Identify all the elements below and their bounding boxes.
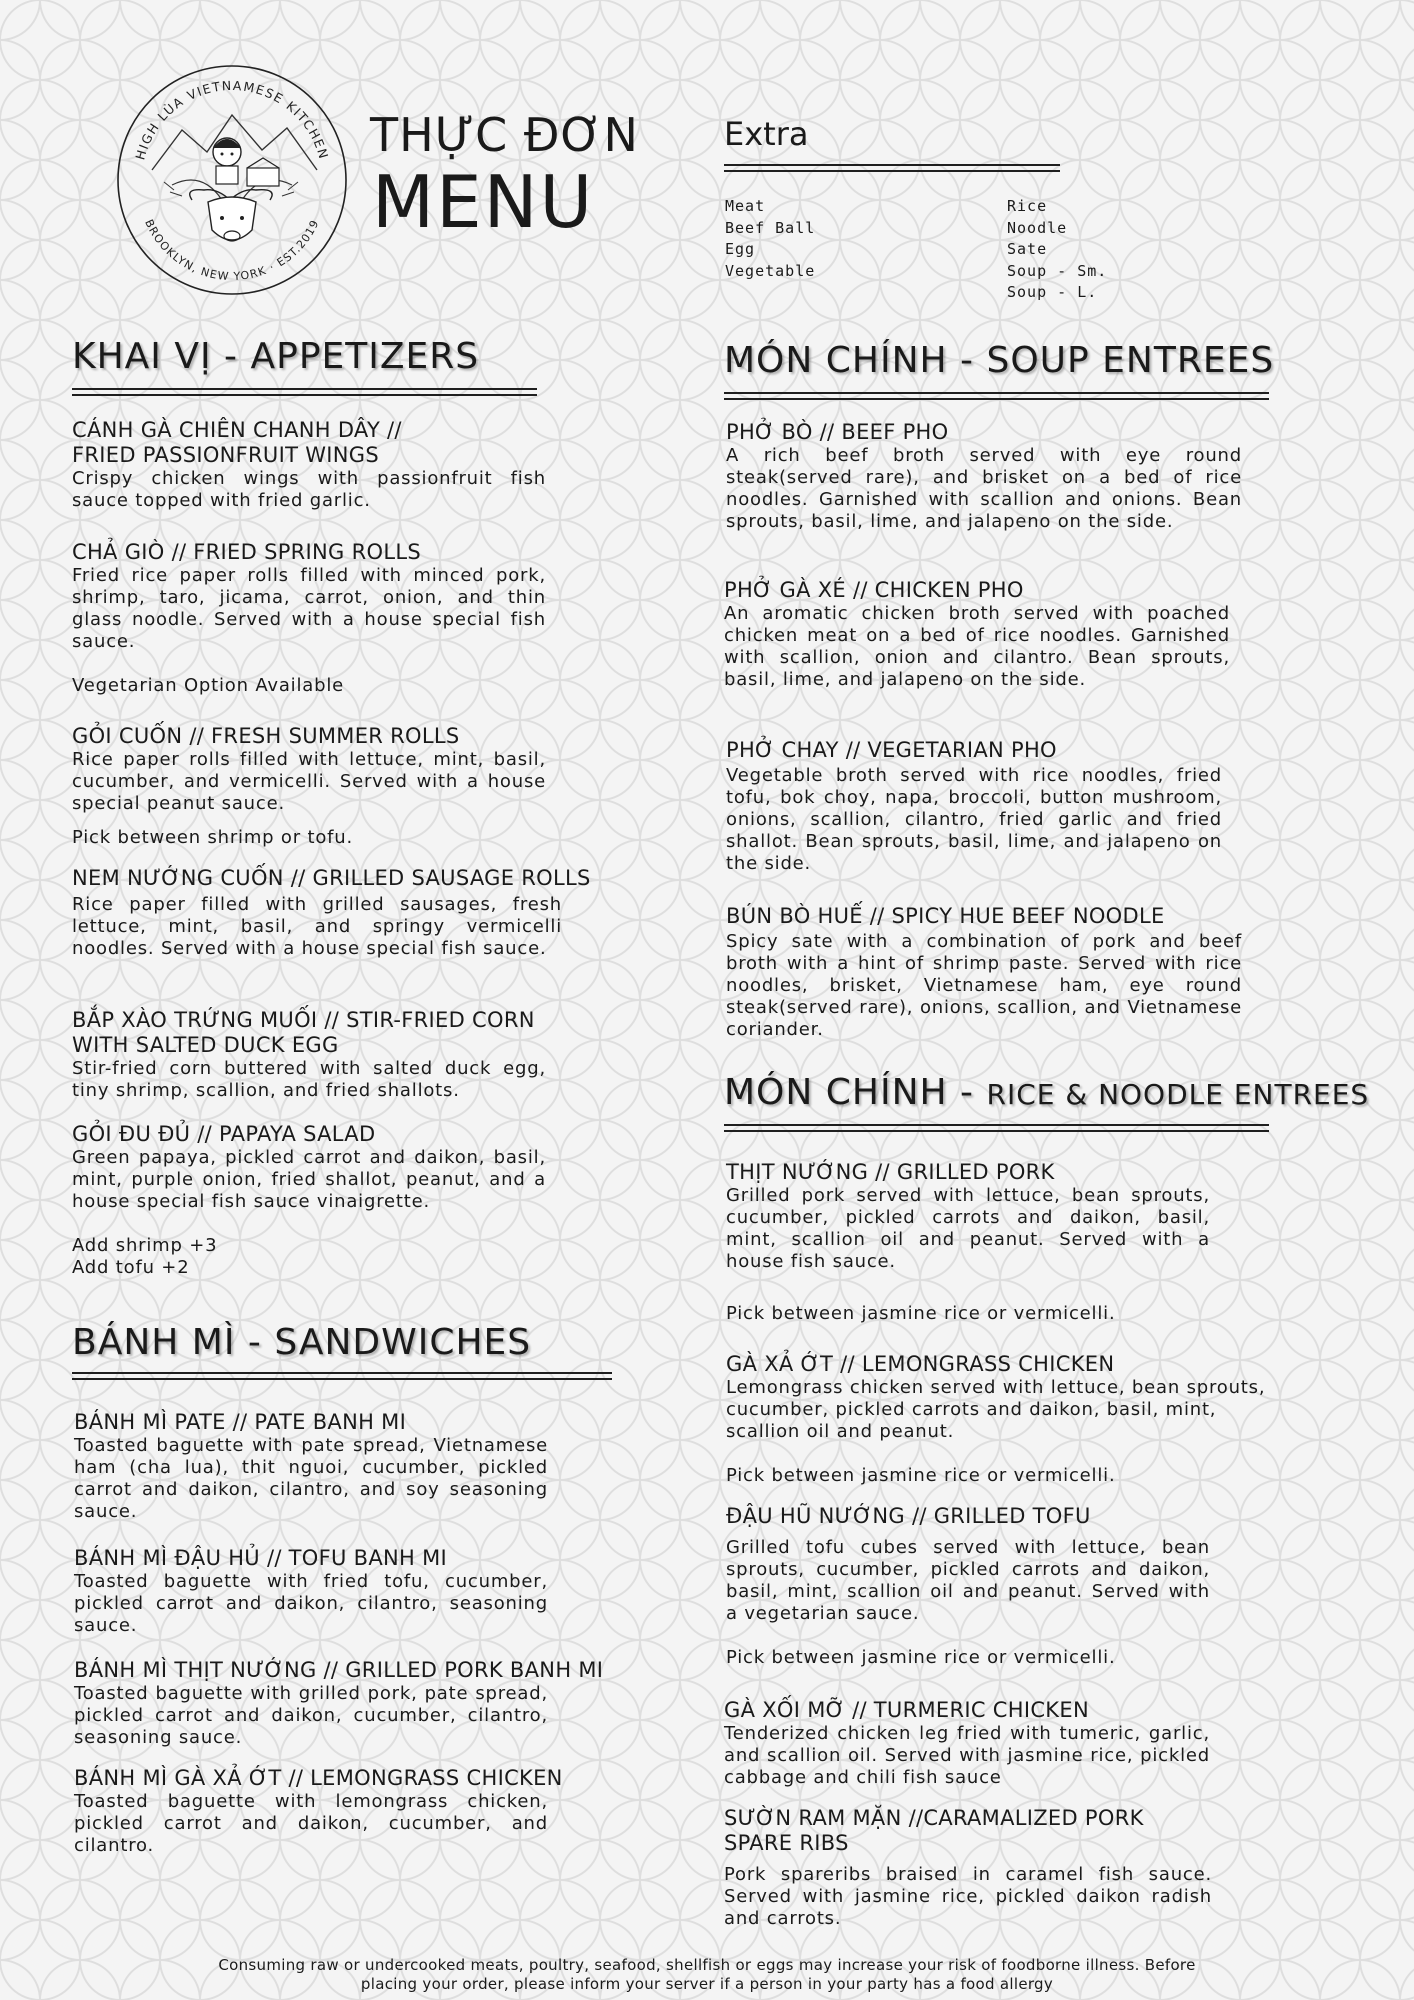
item-addon: Add shrimp +3 xyxy=(72,1235,218,1256)
rice-noodle-title-sub: RICE & NOODLE ENTREES xyxy=(986,1078,1370,1111)
restaurant-logo xyxy=(112,60,352,300)
extra-item: Meat xyxy=(725,197,766,215)
item-name: GÀ XỐI MỠ // TURMERIC CHICKEN xyxy=(724,1698,1089,1722)
menu-item-vegetarian-pho xyxy=(726,738,1222,875)
rice-noodle-entrees-title xyxy=(724,1072,1369,1113)
item-name: GỎI CUỐN // FRESH SUMMER ROLLS xyxy=(72,724,460,748)
item-name: CÁNH GÀ CHIÊN CHANH DÂY // xyxy=(72,418,402,442)
extra-item: Egg xyxy=(725,240,756,258)
item-name: BÁNH MÌ ĐẬU HỦ // TOFU BANH MI xyxy=(74,1546,448,1570)
extra-item: Soup - Sm. xyxy=(1007,261,1108,280)
item-name: PHỞ BÒ // BEEF PHO xyxy=(726,420,949,444)
item-description: Rice paper rolls filled with lettuce, mint, basil, cucumber, and vermicelli. Served with a house special peanut sauce. xyxy=(72,749,546,814)
item-name: BÁNH MÌ GÀ XẢ ỚT // LEMONGRASS CHICKEN xyxy=(74,1766,563,1790)
item-description: Fried rice paper rolls filled with minced pork, shrimp, taro, jicama, carrot, onion, and thin glass noodle. Served with a house special fish sauce. xyxy=(72,565,546,652)
item-description: Crispy chicken wings with passionfruit fish sauce topped with fried garlic. xyxy=(72,468,546,511)
allergy-disclaimer xyxy=(150,1956,1264,1994)
item-name: GỎI ĐU ĐỦ // PAPAYA SALAD xyxy=(72,1122,376,1146)
menu-item-summer-rolls xyxy=(72,724,546,849)
menu-item-caramelized-pork-ribs xyxy=(724,1806,1212,1930)
menu-item-grilled-pork-banh-mi xyxy=(74,1658,604,1749)
item-note: Vegetarian Option Available xyxy=(72,675,345,696)
rice-noodle-title-main: MÓN CHÍNH - xyxy=(724,1072,975,1113)
extra-item: Beef Ball xyxy=(725,218,816,237)
item-description: Pork spareribs braised in caramel fish sauce. Served with jasmine rice, pickled daikon radish and carrots. xyxy=(724,1864,1212,1929)
item-description: Tenderized chicken leg fried with tumeric, garlic, and scallion oil. Served with jasmine rice, pickled cabbage and chili fish sauce xyxy=(724,1723,1210,1788)
item-description: Green papaya, pickled carrot and daikon, basil, mint, purple onion, fried shallot, peanut, and a house special fish sauce vinaigrette. xyxy=(72,1147,546,1212)
item-name: PHỞ CHAY // VEGETARIAN PHO xyxy=(726,738,1057,762)
extra-list-left xyxy=(725,196,815,282)
svg-text:HIGH LÙA VIETNAMESE KITCHEN: HIGH LÙA VIETNAMESE KITCHEN xyxy=(132,77,332,162)
extra-item: Soup - L. xyxy=(1007,283,1098,301)
item-name: BÚN BÒ HUẾ // SPICY HUE BEEF NOODLE xyxy=(726,904,1165,928)
item-addon: Add tofu +2 xyxy=(72,1257,190,1278)
item-description: A rich beef broth served with eye round steak(served rare), and brisket on a bed of rice noodles. Garnished with scallion and onions. Bean sprouts, basil, lime, and jalapeno on the side. xyxy=(726,445,1242,532)
item-description: Grilled tofu cubes served with lettuce, bean sprouts, cucumber, pickled carrots and daikon, basil, mint, scallion oil and peanut. Served with a vegetarian sauce. xyxy=(726,1537,1210,1624)
item-name: PHỞ GÀ XÉ // CHICKEN PHO xyxy=(724,578,1024,602)
item-name: SPARE RIBS xyxy=(724,1831,849,1855)
appetizers-title: KHAI VỊ - APPETIZERS xyxy=(72,336,480,377)
item-name: BÁNH MÌ PATE // PATE BANH MI xyxy=(74,1410,407,1434)
item-name: BẮP XÀO TRỨNG MUỐI // STIR-FRIED CORN xyxy=(72,1008,535,1032)
item-description: Rice paper filled with grilled sausages, fresh lettuce, mint, basil, and springy vermicelli noodles. Served with a house special fish sauce. xyxy=(72,894,562,959)
item-name: CHẢ GIÒ // FRIED SPRING ROLLS xyxy=(72,540,421,564)
item-note: Pick between jasmine rice or vermicelli. xyxy=(726,1303,1116,1324)
item-note: Pick between shrimp or tofu. xyxy=(72,827,354,848)
item-note: Pick between jasmine rice or vermicelli. xyxy=(726,1465,1116,1486)
sandwiches-divider xyxy=(72,1372,612,1380)
menu-item-pate-banh-mi xyxy=(74,1410,548,1523)
menu-title-vietnamese: THỰC ĐƠN xyxy=(370,108,639,162)
item-description: An aromatic chicken broth served with poached chicken meat on a bed of rice noodles. Garnished with scallion, onion and cilantro. Bean sprouts, basil, lime, and jalapeno on the side. xyxy=(724,603,1230,690)
soup-entrees-divider xyxy=(724,392,1269,400)
item-note: Pick between jasmine rice or vermicelli. xyxy=(726,1647,1116,1668)
item-description: Toasted baguette with pate spread, Vietnamese ham (cha lua), thit nguoi, cucumber, pickled carrot and daikon, cilantro, and soy seasoning sauce. xyxy=(74,1435,548,1522)
item-description: Stir-fried corn buttered with salted duck egg, tiny shrimp, scallion, and fried shallots. xyxy=(72,1058,546,1101)
item-name: ĐẬU HŨ NƯỚNG // GRILLED TOFU xyxy=(726,1504,1091,1528)
item-description: Toasted baguette with fried tofu, cucumber, pickled carrot and daikon, cilantro, seasoning sauce. xyxy=(74,1571,548,1636)
extra-item: Noodle xyxy=(1007,218,1068,237)
extra-title: Extra xyxy=(724,115,809,153)
item-description: Vegetable broth served with rice noodles, fried tofu, bok choy, napa, broccoli, button mushroom, onions, scallion, cilantro, fried garlic and fried shallot. Bean sprouts, basil, lime, and jalapeno on the side. xyxy=(726,765,1222,874)
extra-divider xyxy=(724,164,1060,172)
item-description: Lemongrass chicken served with lettuce, bean sprouts, cucumber, pickled carrots and daikon, basil, mint, scallion oil and peanut. xyxy=(726,1377,1266,1442)
menu-item-papaya-salad xyxy=(72,1122,546,1279)
extra-item: Rice xyxy=(1007,197,1048,215)
menu-title: MENU xyxy=(372,160,595,244)
soup-entrees-title: MÓN CHÍNH - SOUP ENTREES xyxy=(724,340,1275,381)
menu-item-lemongrass-chicken xyxy=(726,1352,1276,1487)
item-name: THỊT NƯỚNG // GRILLED PORK xyxy=(726,1160,1055,1184)
item-name: WITH SALTED DUCK EGG xyxy=(72,1033,339,1057)
item-name: SƯỜN RAM MẶN //CARAMALIZED PORK xyxy=(724,1806,1144,1830)
menu-item-chicken-pho xyxy=(724,578,1230,691)
extra-item: Sate xyxy=(1007,240,1048,258)
item-name: NEM NƯỚNG CUỐN // GRILLED SAUSAGE ROLLS xyxy=(72,866,591,890)
menu-item-turmeric-chicken xyxy=(724,1698,1210,1789)
appetizers-divider xyxy=(72,388,537,396)
menu-item-spicy-hue-beef-noodle xyxy=(726,904,1242,1041)
rice-noodle-entrees-divider xyxy=(724,1124,1269,1132)
item-description: Toasted baguette with grilled pork, pate spread, pickled carrot and daikon, cucumber, cilantro, seasoning sauce. xyxy=(74,1683,548,1748)
svg-text:BROOKLYN, NEW YORK · EST.2019: BROOKLYN, NEW YORK · EST.2019 xyxy=(142,217,322,284)
disclaimer-line: Consuming raw or undercooked meats, poultry, seafood, shellfish or eggs may increase your risk of foodborne illness. Before xyxy=(218,1956,1196,1974)
menu-item-tofu-banh-mi xyxy=(74,1546,548,1637)
menu-item-stir-fried-corn xyxy=(72,1008,546,1102)
menu-item-passionfruit-wings xyxy=(72,418,546,512)
menu-item-grilled-pork xyxy=(726,1160,1210,1325)
menu-item-grilled-tofu xyxy=(726,1504,1210,1669)
item-name: BÁNH MÌ THỊT NƯỚNG // GRILLED PORK BANH MI xyxy=(74,1658,604,1682)
extra-item: Vegetable xyxy=(725,261,816,280)
item-description: Toasted baguette with lemongrass chicken, pickled carrot and daikon, cucumber, and cilantro. xyxy=(74,1791,548,1856)
sandwiches-title: BÁNH MÌ - SANDWICHES xyxy=(72,1322,532,1363)
extra-list-right xyxy=(1007,196,1107,304)
item-description: Spicy sate with a combination of pork and beef broth with a hint of shrimp paste. Served with rice noodles, brisket, Vietnamese ham, eye round steak(served rare), onions, scallion, and Vietnamese coriander. xyxy=(726,931,1242,1040)
menu-item-beef-pho xyxy=(726,420,1242,533)
item-description: Grilled pork served with lettuce, bean sprouts, cucumber, pickled carrots and daikon, basil, mint, scallion oil and peanut. Served with a house fish sauce. xyxy=(726,1185,1210,1272)
item-name: FRIED PASSIONFRUIT WINGS xyxy=(72,443,379,467)
disclaimer-line: placing your order, please inform your server if a person in your party has a food allergy xyxy=(360,1975,1054,1993)
menu-item-sausage-rolls xyxy=(72,866,591,960)
menu-item-spring-rolls xyxy=(72,540,546,697)
menu-item-lemongrass-banh-mi xyxy=(74,1766,563,1857)
item-name: GÀ XẢ ỚT // LEMONGRASS CHICKEN xyxy=(726,1352,1115,1376)
